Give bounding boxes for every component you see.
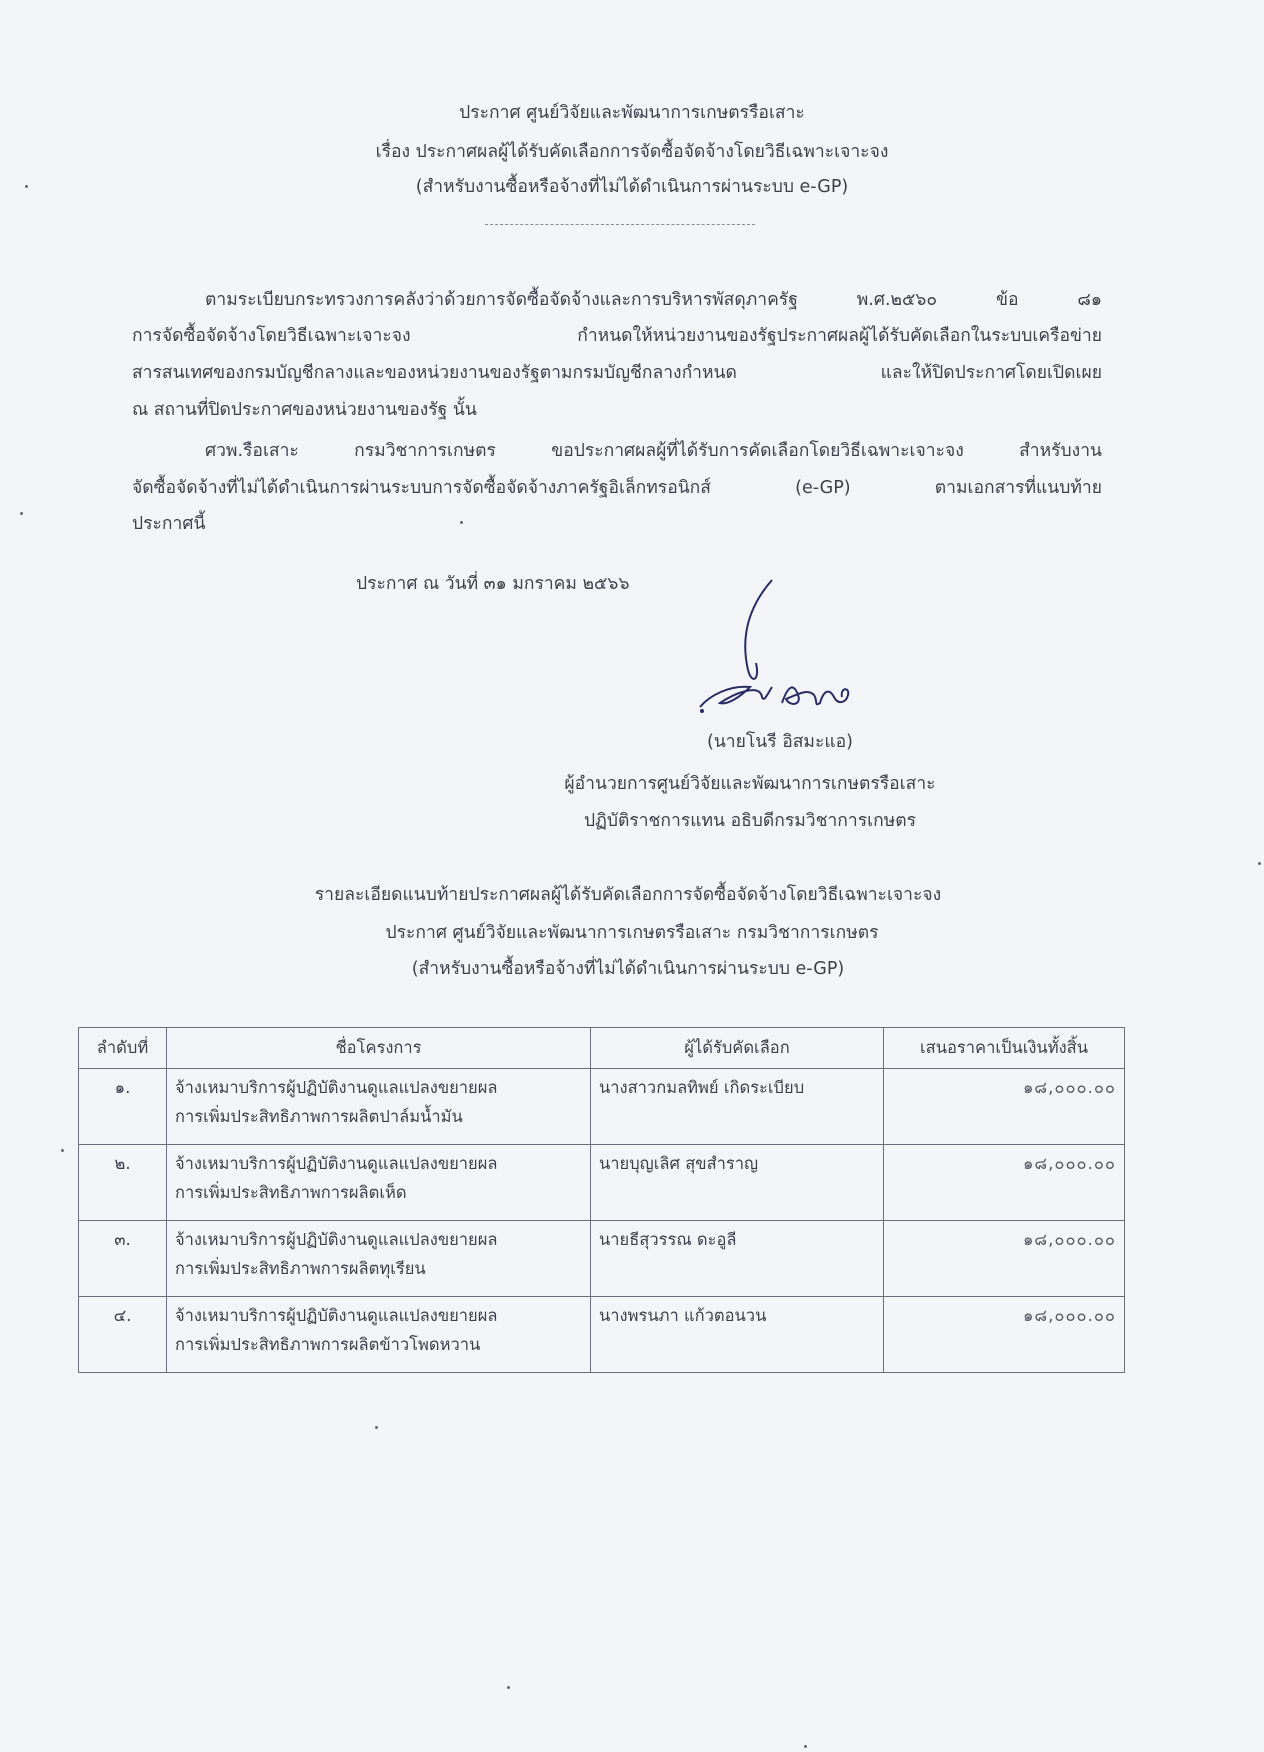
para1-line3: สารสนเทศของกรมบัญชีกลางและของหน่วยงานของรัฐตามกรมบัญชีกลางกำหนด และให้ปิดประกาศโดยเปิดเผย xyxy=(132,363,1102,383)
header-order: ลำดับที่ xyxy=(79,1028,167,1069)
project-line: การเพิ่มประสิทธิภาพการผลิตเห็ด xyxy=(175,1183,407,1202)
row-amount: ๑๘,๐๐๐.๐๐ xyxy=(884,1145,1125,1221)
project-line: การเพิ่มประสิทธิภาพการผลิตข้าวโพดหวาน xyxy=(175,1335,481,1354)
para1-line1: ตามระเบียบกระทรวงการคลังว่าด้วยการจัดซื้อจัดจ้างและการบริหารพัสดุภาครัฐ พ.ศ.๒๕๖๐ ข้อ ๘๑ xyxy=(205,290,1102,310)
row-amount: ๑๘,๐๐๐.๐๐ xyxy=(884,1297,1125,1373)
row-winner: นางสาวกมลทิพย์ เกิดระเบียบ xyxy=(591,1069,884,1145)
project-line: จ้างเหมาบริการผู้ปฏิบัติงานดูแลแปลงขยายผล xyxy=(175,1078,498,1097)
announcement-title: ประกาศ ศูนย์วิจัยและพัฒนาการเกษตรรือเสาะ xyxy=(459,103,805,123)
row-project xyxy=(167,1297,591,1373)
row-amount: ๑๘,๐๐๐.๐๐ xyxy=(884,1221,1125,1297)
row-winner: นางพรนภา แก้วตอนวน xyxy=(591,1297,884,1373)
row-order: ๔. xyxy=(79,1297,167,1373)
row-winner: นายบุญเลิศ สุขสำราญ xyxy=(591,1145,884,1221)
header-amount: เสนอราคาเป็นเงินทั้งสิ้น xyxy=(884,1028,1125,1069)
handwritten-signature xyxy=(690,575,870,720)
header-divider xyxy=(485,224,755,225)
announcement-date: ประกาศ ณ วันที่ ๓๑ มกราคม ๒๕๖๖ xyxy=(356,574,630,594)
attachment-scope: (สำหรับงานซื้อหรือจ้างที่ไม่ได้ดำเนินการผ่านระบบ e-GP) xyxy=(411,959,845,979)
project-line: การเพิ่มประสิทธิภาพการผลิตทุเรียน xyxy=(175,1259,426,1278)
announcement-scope: (สำหรับงานซื้อหรือจ้างที่ไม่ได้ดำเนินการผ่านระบบ e-GP) xyxy=(415,177,849,197)
attachment-title: รายละเอียดแนบท้ายประกาศผลผู้ได้รับคัดเลือกการจัดซื้อจัดจ้างโดยวิธีเฉพาะเจาะจง xyxy=(314,885,942,905)
scan-speck xyxy=(61,1149,64,1152)
table-row xyxy=(79,1145,1125,1221)
scan-speck xyxy=(804,1745,807,1748)
para2-line3: ประกาศนี้ xyxy=(132,514,206,534)
para2-line1: ศวพ.รือเสาะ กรมวิชาการเกษตร ขอประกาศผลผู้ที่ได้รับการคัดเลือกโดยวิธีเฉพาะเจาะจง สำหรับงาน xyxy=(205,441,1102,461)
scan-speck xyxy=(375,1426,378,1429)
scan-speck xyxy=(1258,862,1261,865)
signatory-position: ผู้อำนวยการศูนย์วิจัยและพัฒนาการเกษตรรือเสาะ xyxy=(564,774,936,794)
table-row xyxy=(79,1297,1125,1373)
project-line: จ้างเหมาบริการผู้ปฏิบัติงานดูแลแปลงขยายผล xyxy=(175,1230,498,1249)
header-winner: ผู้ได้รับคัดเลือก xyxy=(591,1028,884,1069)
project-line: จ้างเหมาบริการผู้ปฏิบัติงานดูแลแปลงขยายผล xyxy=(175,1306,498,1325)
para1-line2: การจัดซื้อจัดจ้างโดยวิธีเฉพาะเจาะจง กำหนดให้หน่วยงานของรัฐประกาศผลผู้ได้รับคัดเลือกในระบบเครือข่าย xyxy=(132,326,1102,346)
scan-speck xyxy=(460,521,463,524)
table-row xyxy=(79,1069,1125,1145)
scan-speck xyxy=(20,512,23,515)
scan-speck xyxy=(507,1686,510,1689)
header-project: ชื่อโครงการ xyxy=(167,1028,591,1069)
row-order: ๓. xyxy=(79,1221,167,1297)
attachment-agency: ประกาศ ศูนย์วิจัยและพัฒนาการเกษตรรือเสาะ กรมวิชาการเกษตร xyxy=(385,923,879,943)
announcement-subject: เรื่อง ประกาศผลผู้ได้รับคัดเลือกการจัดซื้อจัดจ้างโดยวิธีเฉพาะเจาะจง xyxy=(375,142,889,162)
row-amount: ๑๘,๐๐๐.๐๐ xyxy=(884,1069,1125,1145)
signatory-acting-for: ปฏิบัติราชการแทน อธิบดีกรมวิชาการเกษตร xyxy=(583,811,917,831)
table-row xyxy=(79,1221,1125,1297)
project-line: จ้างเหมาบริการผู้ปฏิบัติงานดูแลแปลงขยายผล xyxy=(175,1154,498,1173)
row-order: ๑. xyxy=(79,1069,167,1145)
para2-line2: จัดซื้อจัดจ้างที่ไม่ได้ดำเนินการผ่านระบบการจัดซื้อจัดจ้างภาครัฐอิเล็กทรอนิกส์ (e-GP) ตามเอกสารที่แนบท้าย xyxy=(132,478,1102,498)
row-order: ๒. xyxy=(79,1145,167,1221)
row-project xyxy=(167,1145,591,1221)
row-winner: นายธีสุวรรณ ดะอูลี xyxy=(591,1221,884,1297)
row-project xyxy=(167,1069,591,1145)
project-line: การเพิ่มประสิทธิภาพการผลิตปาล์มน้ำมัน xyxy=(175,1107,463,1126)
signatory-name: (นายโนรี อิสมะแอ) xyxy=(707,732,853,752)
scan-speck xyxy=(25,185,28,188)
awards-table xyxy=(78,1027,1125,1373)
para1-line4: ณ สถานที่ปิดประกาศของหน่วยงานของรัฐ นั้น xyxy=(132,400,477,420)
table-header-row xyxy=(79,1028,1125,1069)
row-project xyxy=(167,1221,591,1297)
